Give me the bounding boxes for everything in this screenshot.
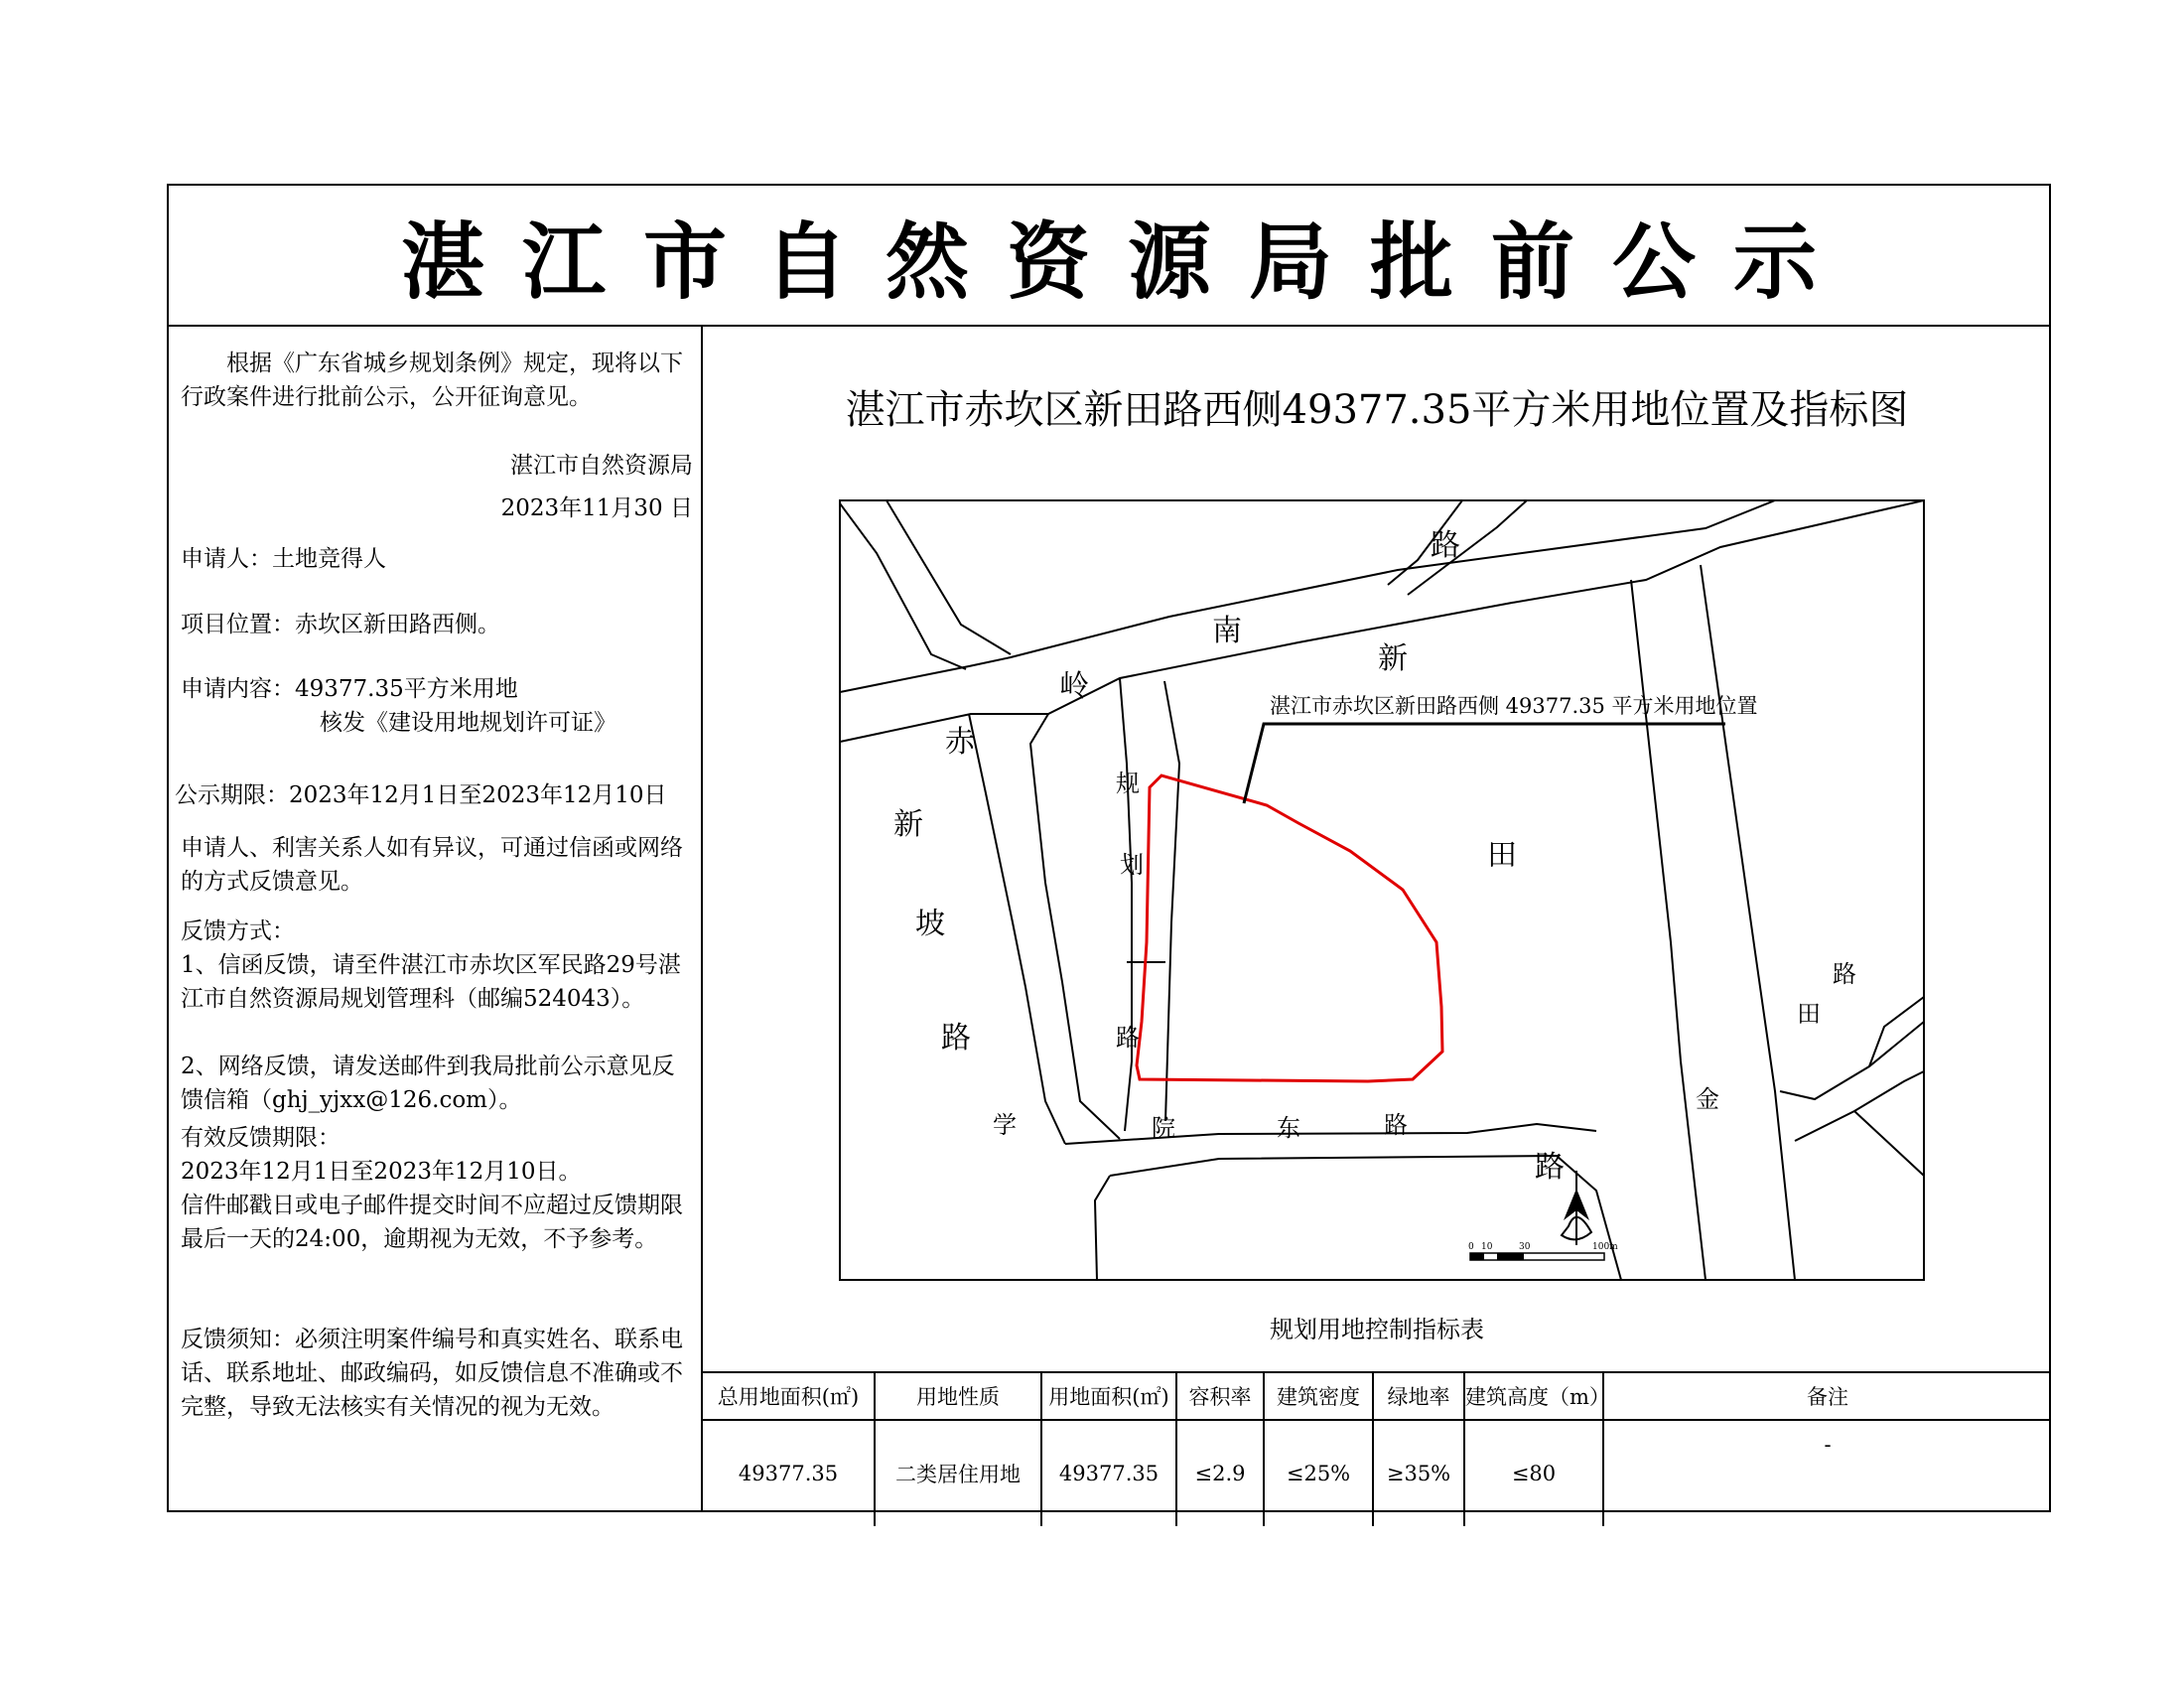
scale-label-30: 30 [1519, 1242, 1531, 1252]
page-title: 湛江市自然资源局批前公示 [400, 212, 1854, 311]
road-label-xintian-lu: 路 [1535, 1150, 1565, 1185]
map-title: 湛江市赤坎区新田路西侧49377.35平方米用地位置及指标图 [845, 387, 1909, 433]
road-label-xin: 新 [1378, 641, 1408, 676]
cell-total-area: 49377.35 [703, 1420, 875, 1526]
road-label-jin: 金 [1696, 1085, 1719, 1113]
road-label-gui: 规 [1116, 770, 1140, 797]
cell-height: ≤80 [1464, 1420, 1603, 1526]
table-title: 规划用地控制指标表 [1270, 1316, 1484, 1343]
road-label-tian: 田 [1487, 838, 1517, 873]
deadline-note: 信件邮戳日或电子邮件提交时间不应超过反馈期限最后一天的24:00，逾期视为无效，不予参考。 [181, 1193, 683, 1252]
road-label-jintian-tian: 田 [1797, 1000, 1821, 1028]
header-total-area: 总用地面积(㎡) [703, 1372, 875, 1420]
site-label: 湛江市赤坎区新田路西侧 49377.35 平方米用地位置 [1270, 694, 1758, 718]
header-green-ratio: 绿地率 [1373, 1372, 1464, 1420]
notice-period: 公示期限：2023年12月1日至2023年12月10日 [175, 782, 667, 808]
cell-density: ≤25% [1264, 1420, 1373, 1526]
road-label-xinpo-po: 坡 [915, 907, 945, 941]
header-land-use: 用地性质 [875, 1372, 1041, 1420]
feedback-email: 2、网络反馈，请发送邮件到我局批前公示意见反馈信箱（ghj_yjxx@126.com）。 [181, 1054, 675, 1113]
cell-far: ≤2.9 [1176, 1420, 1264, 1526]
road-label-xinpo-xin: 新 [893, 807, 923, 842]
application-content-line2: 核发《建设用地规划许可证》 [320, 710, 616, 736]
cell-land-area: 49377.35 [1041, 1420, 1176, 1526]
road-label-ling: 岭 [1059, 669, 1089, 704]
header-far: 容积率 [1176, 1372, 1264, 1420]
table-header-row [703, 1372, 2051, 1420]
intro-text: 根据《广东省城乡规划条例》规定，现将以下行政案件进行批前公示，公开征询意见。 [181, 351, 683, 410]
road-label-dong: 东 [1277, 1114, 1300, 1142]
issuer: 湛江市自然资源局 [510, 453, 693, 479]
cell-green-ratio: ≥35% [1373, 1420, 1464, 1526]
deadline-period: 2023年12月1日至2023年12月10日。 [181, 1159, 582, 1185]
indicator-table [703, 1371, 2051, 1526]
notice-date: 2023年11月30 日 [500, 495, 693, 521]
road-label-xue: 学 [993, 1111, 1017, 1139]
cell-remarks: - [1603, 1420, 2051, 1526]
road-label-xueyuan-lu: 路 [1384, 1111, 1408, 1139]
table-row [703, 1420, 2051, 1526]
header-land-area: 用地面积(㎡) [1041, 1372, 1176, 1420]
header-density: 建筑密度 [1264, 1372, 1373, 1420]
project-location: 项目位置：赤坎区新田路西侧。 [181, 612, 500, 637]
feedback-title: 反馈方式： [181, 918, 295, 944]
scale-label-0: 0 [1468, 1242, 1474, 1252]
map-panel [703, 327, 2051, 1512]
map-frame [840, 500, 1924, 1280]
notice-text-panel [169, 327, 703, 1512]
cell-land-use: 二类居住用地 [875, 1420, 1041, 1526]
road-label-jintian-lu: 路 [1833, 960, 1856, 988]
road-label-chi: 赤 [945, 725, 975, 760]
road-label-guihua-lu: 路 [1116, 1024, 1140, 1052]
objection-text: 申请人、利害关系人如有异议，可通过信函或网络的方式反馈意见。 [181, 835, 683, 895]
road-label-yuan: 院 [1152, 1114, 1175, 1142]
scale-label-100m: 100m [1592, 1242, 1618, 1252]
notice-sheet [167, 184, 2051, 1512]
feedback-notice: 反馈须知：必须注明案件编号和真实姓名、联系电话、联系地址、邮政编码，如反馈信息不准确或不完整，导致无法核实有关情况的视为无效。 [181, 1327, 683, 1420]
road-label-hua: 划 [1120, 851, 1144, 879]
applicant: 申请人：土地竞得人 [181, 546, 386, 572]
header-remarks: 备注 [1603, 1372, 2051, 1420]
location-map [703, 327, 2051, 1300]
road-label-north-lu: 路 [1431, 528, 1460, 563]
scale-label-10: 10 [1481, 1242, 1493, 1252]
header [169, 186, 2049, 327]
road-label-xinpo-lu: 路 [941, 1021, 971, 1055]
application-content-line1: 申请内容：49377.35平方米用地 [181, 676, 518, 702]
deadline-title: 有效反馈期限： [181, 1125, 341, 1151]
feedback-letter: 1、信函反馈，请至件湛江市赤坎区军民路29号湛江市自然资源局规划管理科（邮编524043）。 [181, 952, 681, 1012]
header-height: 建筑高度（m） [1464, 1372, 1603, 1420]
road-label-nan: 南 [1212, 614, 1242, 648]
